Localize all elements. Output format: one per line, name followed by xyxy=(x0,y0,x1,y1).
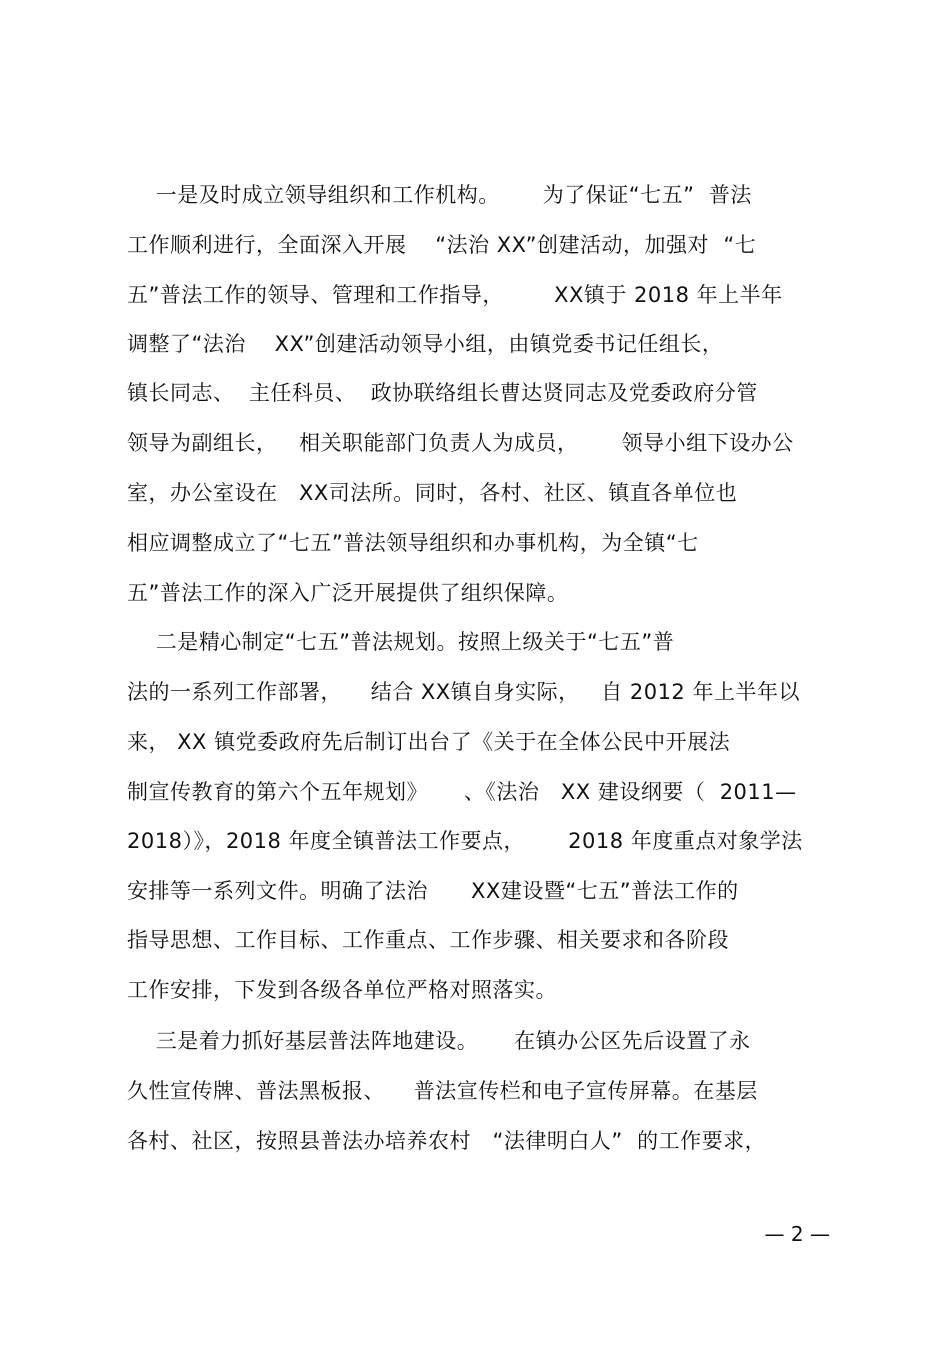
text-line: 安排等一系列文件。明确了法治 XX建设暨“七五”普法工作的 xyxy=(127,879,739,903)
text-line: 调整了“法治 XX”创建活动领导小组，由镇党委书记任组长， xyxy=(127,332,724,356)
text-line: 来， XX 镇党委政府先后制订出台了《关于在全体公民中开展法 xyxy=(127,730,731,754)
text-line: 五”普法工作的深入广泛开展提供了组织保障。 xyxy=(127,581,569,605)
text-line: 相应调整成立了“七五”普法领导组织和办事机构，为全镇“七 xyxy=(127,531,699,555)
text-line: 室，办公室设在 XX司法所。同时，各村、社区、镇直各单位也 xyxy=(127,481,738,505)
text-line: 一是及时成立领导组织和工作机构。 为了保证“七五” 普法 xyxy=(127,183,752,207)
text-line: 二是精心制定“七五”普法规划。按照上级关于“七五”普 xyxy=(127,630,675,654)
text-line: 制宣传教育的第六个五年规划》 、《法治 XX 建设纲要（ 2011— xyxy=(127,780,797,804)
text-line: 镇长同志、 主任科员、 政协联络组长曹达贤同志及党委政府分管 xyxy=(127,381,758,405)
text-line: 2018）》，2018 年度全镇普法工作要点， 2018 年度重点对象学法 xyxy=(127,829,803,853)
text-line: 指导思想、工作目标、工作重点、工作步骤、相关要求和各阶段 xyxy=(127,928,729,952)
text-line: 领导为副组长， 相关职能部门负责人为成员， 领导小组下设办公 xyxy=(127,431,794,455)
text-line: 五”普法工作的领导、管理和工作指导， XX镇于 2018 年上半年 xyxy=(127,283,783,307)
text-line: 久性宣传牌、普法黑板报、 普法宣传栏和电子宣传屏幕。在基层 xyxy=(127,1079,758,1103)
text-line: 工作顺利进行，全面深入开展 “法治 XX”创建活动，加强对 “七 xyxy=(127,233,757,257)
page-number: — 2 — xyxy=(764,1222,830,1246)
text-line: 工作安排，下发到各级各单位严格对照落实。 xyxy=(127,978,557,1002)
text-line: 各村、社区，按照县普法办培养农村 “法律明白人” 的工作要求， xyxy=(127,1129,767,1153)
text-line: 三是着力抓好基层普法阵地建设。 在镇办公区先后设置了永 xyxy=(127,1029,751,1053)
text-line: 法的一系列工作部署， 结合 XX镇自身实际， 自 2012 年上半年以 xyxy=(127,680,800,704)
